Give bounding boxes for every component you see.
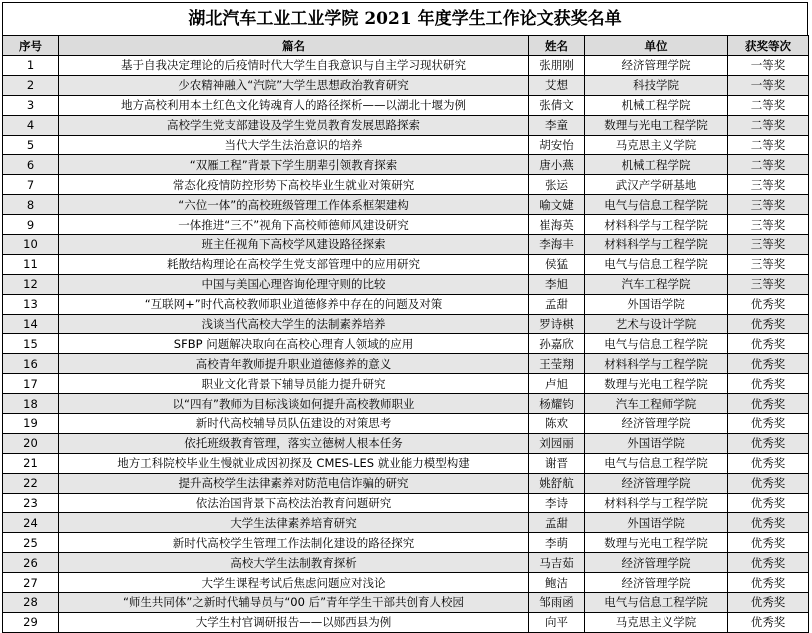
cell-unit: 材料科学与工程学院 (585, 354, 728, 374)
cell-award: 三等奖 (728, 175, 809, 195)
cell-award: 优秀奖 (728, 354, 809, 374)
cell-no: 17 (3, 374, 59, 394)
cell-name: 侯猛 (529, 254, 585, 274)
cell-no: 22 (3, 473, 59, 493)
cell-unit: 材料科学与工程学院 (585, 235, 728, 255)
cell-title: 高校大学生法制教育探析 (59, 553, 529, 573)
table-row (3, 414, 809, 434)
table-row (3, 612, 809, 632)
cell-no: 24 (3, 513, 59, 533)
cell-award: 三等奖 (728, 274, 809, 294)
cell-unit: 汽车工程师学院 (585, 394, 728, 414)
cell-award: 优秀奖 (728, 453, 809, 473)
cell-unit: 电气与信息工程学院 (585, 593, 728, 613)
cell-award: 优秀奖 (728, 334, 809, 354)
cell-title: 大学生村官调研报告——以郧西县为例 (59, 612, 529, 632)
cell-unit: 马克思主义学院 (585, 135, 728, 155)
cell-name: 李诗 (529, 493, 585, 513)
cell-no: 14 (3, 314, 59, 334)
table-row (3, 553, 809, 573)
cell-name: 邹雨函 (529, 593, 585, 613)
cell-award: 优秀奖 (728, 533, 809, 553)
cell-no: 12 (3, 274, 59, 294)
cell-award: 一等奖 (728, 75, 809, 95)
cell-name: 姚舒航 (529, 473, 585, 493)
cell-no: 26 (3, 553, 59, 573)
cell-name: 喻文婕 (529, 195, 585, 215)
cell-name: 罗诗棋 (529, 314, 585, 334)
cell-no: 25 (3, 533, 59, 553)
cell-award: 优秀奖 (728, 493, 809, 513)
cell-unit: 经济管理学院 (585, 473, 728, 493)
table-row (3, 195, 809, 215)
cell-name: 孟甜 (529, 513, 585, 533)
cell-no: 13 (3, 294, 59, 314)
cell-no: 23 (3, 493, 59, 513)
cell-award: 优秀奖 (728, 314, 809, 334)
cell-unit: 材料科学与工程学院 (585, 215, 728, 235)
cell-no: 5 (3, 135, 59, 155)
table-row (3, 175, 809, 195)
cell-unit: 机械工程学院 (585, 155, 728, 175)
cell-title: 提升高校学生法律素养对防范电信诈骗的研究 (59, 473, 529, 493)
header-title: 篇名 (59, 36, 529, 56)
header-name: 姓名 (529, 36, 585, 56)
cell-no: 6 (3, 155, 59, 175)
cell-title: 高校学生党支部建设及学生党员教育发展思路探索 (59, 115, 529, 135)
table-row (3, 75, 809, 95)
cell-name: 李海丰 (529, 235, 585, 255)
table-row (3, 513, 809, 533)
cell-award: 优秀奖 (728, 553, 809, 573)
cell-title: 高校青年教师提升职业道德修养的意义 (59, 354, 529, 374)
cell-name: 张倩文 (529, 95, 585, 115)
cell-name: 李旭 (529, 274, 585, 294)
cell-unit: 电气与信息工程学院 (585, 453, 728, 473)
cell-no: 11 (3, 254, 59, 274)
table-row (3, 334, 809, 354)
cell-unit: 数理与光电工程学院 (585, 115, 728, 135)
cell-name: 李萌 (529, 533, 585, 553)
cell-name: 刘园丽 (529, 433, 585, 453)
cell-unit: 经济管理学院 (585, 553, 728, 573)
sheet-title: 湖北汽车工业工业学院 2021 年度学生工作论文获奖名单 (2, 2, 808, 35)
table-row (3, 314, 809, 334)
cell-title: “互联网+”时代高校教师职业道德修养中存在的问题及对策 (59, 294, 529, 314)
cell-name: 杨耀钧 (529, 394, 585, 414)
cell-name: 谢晋 (529, 453, 585, 473)
cell-title: 耗散结构理论在高校学生党支部管理中的应用研究 (59, 254, 529, 274)
header-unit: 单位 (585, 36, 728, 56)
header-award: 获奖等次 (728, 36, 809, 56)
cell-title: 班主任视角下高校学风建设路径探索 (59, 235, 529, 255)
cell-name: 崔海英 (529, 215, 585, 235)
cell-award: 三等奖 (728, 215, 809, 235)
cell-name: 向平 (529, 612, 585, 632)
cell-unit: 经济管理学院 (585, 56, 728, 76)
cell-name: 唐小燕 (529, 155, 585, 175)
cell-no: 15 (3, 334, 59, 354)
cell-name: 艾想 (529, 75, 585, 95)
cell-no: 8 (3, 195, 59, 215)
cell-title: 地方高校利用本土红色文化铸魂育人的路径探析——以湖北十堰为例 (59, 95, 529, 115)
header-no: 序号 (3, 36, 59, 56)
cell-name: 张朋刚 (529, 56, 585, 76)
cell-award: 三等奖 (728, 235, 809, 255)
cell-title: 依托班级教育管理，落实立德树人根本任务 (59, 433, 529, 453)
cell-unit: 汽车工程学院 (585, 274, 728, 294)
table-row (3, 453, 809, 473)
table-row (3, 95, 809, 115)
cell-award: 优秀奖 (728, 513, 809, 533)
table-row (3, 254, 809, 274)
table-row (3, 573, 809, 593)
cell-award: 优秀奖 (728, 294, 809, 314)
cell-title: “双雁工程”背景下学生朋辈引领教育探索 (59, 155, 529, 175)
cell-name: 张运 (529, 175, 585, 195)
cell-name: 卢旭 (529, 374, 585, 394)
table-row (3, 433, 809, 453)
cell-award: 二等奖 (728, 155, 809, 175)
cell-title: 地方工科院校毕业生慢就业成因初探及 CMES-LES 就业能力模型构建 (59, 453, 529, 473)
cell-name: 李童 (529, 115, 585, 135)
table-row (3, 533, 809, 553)
cell-award: 优秀奖 (728, 394, 809, 414)
table-row (3, 493, 809, 513)
cell-title: 当代大学生法治意识的培养 (59, 135, 529, 155)
cell-name: 陈欢 (529, 414, 585, 434)
table-row (3, 354, 809, 374)
cell-title: “六位一体”的高校班级管理工作体系框架建构 (59, 195, 529, 215)
cell-title: 基于自我决定理论的后疫情时代大学生自我意识与自主学习现状研究 (59, 56, 529, 76)
cell-unit: 艺术与设计学院 (585, 314, 728, 334)
table-row (3, 394, 809, 414)
cell-no: 9 (3, 215, 59, 235)
cell-title: 大学生课程考试后焦虑问题应对浅论 (59, 573, 529, 593)
cell-title: 少农精神融入“汽院”大学生思想政治教育研究 (59, 75, 529, 95)
cell-unit: 电气与信息工程学院 (585, 254, 728, 274)
table-body (3, 56, 809, 633)
cell-title: 职业文化背景下辅导员能力提升研究 (59, 374, 529, 394)
cell-unit: 外国语学院 (585, 433, 728, 453)
cell-award: 三等奖 (728, 254, 809, 274)
cell-award: 优秀奖 (728, 612, 809, 632)
cell-award: 优秀奖 (728, 414, 809, 434)
cell-unit: 电气与信息工程学院 (585, 334, 728, 354)
table-row (3, 593, 809, 613)
cell-award: 二等奖 (728, 95, 809, 115)
cell-unit: 机械工程学院 (585, 95, 728, 115)
cell-no: 28 (3, 593, 59, 613)
cell-no: 20 (3, 433, 59, 453)
cell-unit: 经济管理学院 (585, 573, 728, 593)
table-row (3, 115, 809, 135)
cell-award: 优秀奖 (728, 374, 809, 394)
table-row (3, 374, 809, 394)
table-row (3, 56, 809, 76)
cell-title: 以“四有”教师为目标浅谈如何提升高校教师职业 (59, 394, 529, 414)
cell-name: 胡安怡 (529, 135, 585, 155)
cell-award: 优秀奖 (728, 573, 809, 593)
table-row (3, 215, 809, 235)
cell-name: 孙嘉欣 (529, 334, 585, 354)
award-list-sheet (2, 2, 808, 633)
cell-no: 16 (3, 354, 59, 374)
cell-no: 3 (3, 95, 59, 115)
cell-award: 优秀奖 (728, 593, 809, 613)
cell-title: SFBP 问题解决取向在高校心理育人领域的应用 (59, 334, 529, 354)
cell-unit: 外国语学院 (585, 513, 728, 533)
award-table (2, 35, 809, 633)
cell-unit: 材料科学与工程学院 (585, 493, 728, 513)
cell-award: 二等奖 (728, 135, 809, 155)
cell-no: 4 (3, 115, 59, 135)
cell-no: 1 (3, 56, 59, 76)
cell-title: 常态化疫情防控形势下高校毕业生就业对策研究 (59, 175, 529, 195)
cell-unit: 经济管理学院 (585, 414, 728, 434)
table-row (3, 155, 809, 175)
table-row (3, 235, 809, 255)
cell-award: 优秀奖 (728, 473, 809, 493)
table-row (3, 274, 809, 294)
table-row (3, 473, 809, 493)
cell-no: 18 (3, 394, 59, 414)
cell-title: 浅谈当代高校大学生的法制素养培养 (59, 314, 529, 334)
cell-name: 马吉茹 (529, 553, 585, 573)
cell-title: 新时代高校辅导员队伍建设的对策思考 (59, 414, 529, 434)
cell-award: 一等奖 (728, 56, 809, 76)
cell-award: 优秀奖 (728, 433, 809, 453)
cell-award: 三等奖 (728, 195, 809, 215)
cell-unit: 外国语学院 (585, 294, 728, 314)
cell-unit: 武汉产学研基地 (585, 175, 728, 195)
cell-no: 2 (3, 75, 59, 95)
cell-no: 10 (3, 235, 59, 255)
cell-award: 二等奖 (728, 115, 809, 135)
table-row (3, 135, 809, 155)
cell-no: 29 (3, 612, 59, 632)
cell-unit: 电气与信息工程学院 (585, 195, 728, 215)
table-row (3, 294, 809, 314)
cell-unit: 科技学院 (585, 75, 728, 95)
cell-title: 依法治国背景下高校法治教育问题研究 (59, 493, 529, 513)
cell-name: 孟甜 (529, 294, 585, 314)
header-row (3, 36, 809, 56)
cell-no: 21 (3, 453, 59, 473)
cell-no: 19 (3, 414, 59, 434)
cell-unit: 马克思主义学院 (585, 612, 728, 632)
cell-title: 大学生法律素养培育研究 (59, 513, 529, 533)
cell-no: 7 (3, 175, 59, 195)
cell-title: 一体推进“三不”视角下高校师德师风建设研究 (59, 215, 529, 235)
cell-title: 新时代高校学生管理工作法制化建设的路径探究 (59, 533, 529, 553)
cell-title: “师生共同体”之新时代辅导员与“00 后”青年学生干部共创育人校园 (59, 593, 529, 613)
cell-unit: 数理与光电工程学院 (585, 533, 728, 553)
cell-title: 中国与美国心理咨询伦理守则的比较 (59, 274, 529, 294)
cell-name: 王莹翔 (529, 354, 585, 374)
cell-no: 27 (3, 573, 59, 593)
cell-unit: 数理与光电工程学院 (585, 374, 728, 394)
cell-name: 鲍洁 (529, 573, 585, 593)
